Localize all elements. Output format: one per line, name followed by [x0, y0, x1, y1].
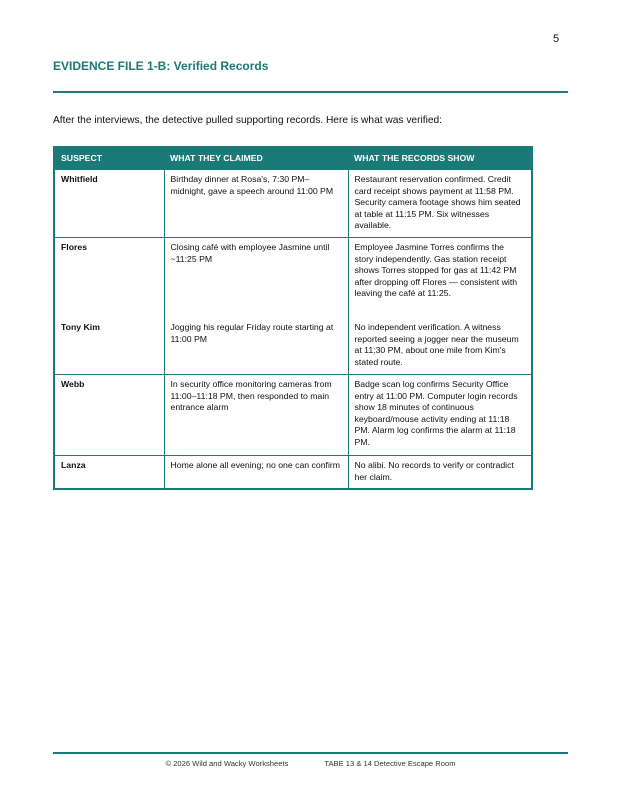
records-text: Employee Jasmine Torres confirms the story independently. Gas station receipt shows Torres stopped for gas at 11:42 PM after dropping off Flores — consistent with leaving the café at 11:25.: [348, 238, 532, 319]
footer: [53, 759, 568, 768]
records-text: Badge scan log confirms Security Office entry at 11:00 PM. Computer login records show 18 minutes of continuous keyboard/mouse activity ending at 11:18 PM. Alarm log confirms the alarm at 11:18 PM.: [348, 375, 532, 456]
claim-text: In security office monitoring cameras from 11:00–11:18 PM, then responded to main entrance alarm: [164, 375, 348, 456]
table-row: [54, 318, 532, 375]
records-text: No independent verification. A witness reported seeing a jogger near the museum at 11:30 PM, about one mile from Kim's stated route.: [348, 318, 532, 375]
header-claimed: WHAT THEY CLAIMED: [164, 147, 348, 170]
claim-text: Closing café with employee Jasmine until ~11:25 PM: [164, 238, 348, 319]
header-records: WHAT THE RECORDS SHOW: [348, 147, 532, 170]
table-header-row: [54, 147, 532, 170]
suspect-name: Webb: [54, 375, 164, 456]
page-number: 5: [553, 33, 560, 45]
table-row: [54, 456, 532, 490]
claim-text: Home alone all evening; no one can confirm: [164, 456, 348, 490]
records-text: Restaurant reservation confirmed. Credit card receipt shows payment at 11:58 PM. Security camera footage shows him seated at table at 11:15 PM. Six witnesses available.: [348, 170, 532, 238]
page-title: EVIDENCE FILE 1-B: Verified Records: [53, 59, 269, 73]
claim-text: Jogging his regular Friday route starting at 11:00 PM: [164, 318, 348, 375]
claim-text: Birthday dinner at Rosa's, 7:30 PM–midnight, gave a speech around 11:00 PM: [164, 170, 348, 238]
footer-divider: [53, 752, 568, 754]
suspect-name: Whitfield: [54, 170, 164, 238]
header-suspect: SUSPECT: [54, 147, 164, 170]
verified-records-table: [53, 146, 533, 490]
suspect-name: Tony Kim: [61, 322, 100, 332]
table-row: [54, 375, 532, 456]
header-divider: [53, 91, 568, 93]
footer-title: TABE 13 & 14 Detective Escape Room: [324, 759, 456, 768]
suspect-name: Flores: [54, 238, 164, 319]
records-text: No alibi. No records to verify or contradict her claim.: [348, 456, 532, 490]
table-row: [54, 170, 532, 238]
footer-copyright: © 2026 Wild and Wacky Worksheets: [165, 759, 289, 768]
table-row: [54, 238, 532, 319]
suspect-name: Lanza: [54, 456, 164, 490]
intro-text: After the interviews, the detective pulled supporting records. Here is what was verified:: [53, 115, 443, 126]
